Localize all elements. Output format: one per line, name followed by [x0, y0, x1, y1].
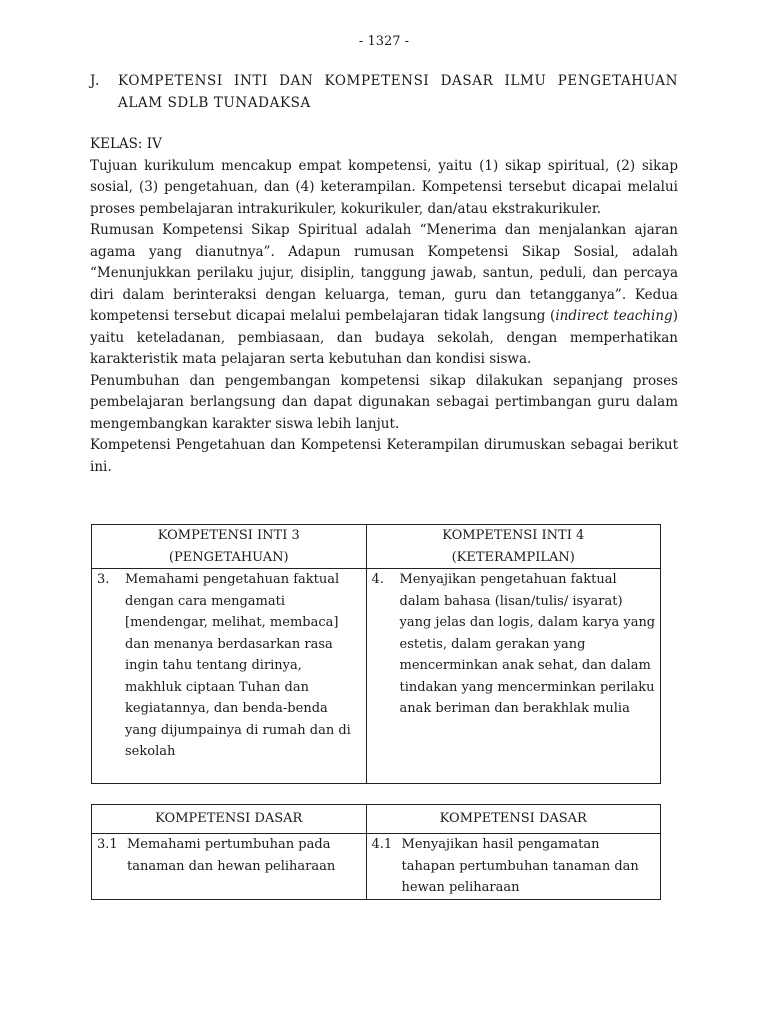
ki4-cell [366, 569, 661, 784]
paragraph-penumbuhan: Penumbuhan dan pengembangan kompetensi sikap dilakukan sepanjang proses pembelajaran berlangsung dan dapat digunakan sebagai pertimbangan guru dalam mengembangkan karakter siswa lebih lanjut. [90, 372, 678, 432]
body-text [90, 134, 678, 478]
ki4-header-line1: KOMPETENSI INTI 4 [442, 528, 585, 543]
paragraph-rumusan-italic: indirect teaching [555, 308, 673, 324]
kompetensi-inti-table [91, 524, 661, 784]
ki3-number: 3. [97, 572, 110, 587]
table-row [92, 569, 661, 784]
kd4-number: 4.1 [371, 837, 393, 852]
table-header-row [92, 525, 661, 569]
kd3-text: Memahami pertumbuhan pada tanaman dan hewan peliharaan [127, 837, 336, 874]
ki3-cell [92, 569, 367, 784]
kd4-cell [366, 834, 660, 900]
ki4-number: 4. [371, 572, 384, 587]
paragraph-rumusan-b: ) yaitu keteladanan, pembiasaan, dan budaya sekolah, dengan memperhatikan karakteristik mata pelajaran serta kebutuhan dan kondisi siswa. [90, 308, 678, 367]
kd3-number: 3.1 [97, 837, 118, 852]
kd3-cell [92, 834, 367, 900]
paragraph-rumusan [90, 220, 678, 371]
ki3-header [92, 525, 367, 569]
kd3-header: KOMPETENSI DASAR [92, 805, 367, 834]
table-header-row [92, 805, 661, 834]
ki4-header [366, 525, 661, 569]
paragraph-rumusan-a: Rumusan Kompetensi Sikap Spiritual adalah “Menerima dan menjalankan ajaran agama yang dianutnya”. Adapun rumusan Kompetensi Sikap Sosial, adalah “Menunjukkan perilaku jujur, disiplin, tanggung jawab, santun, peduli, dan percaya diri dalam berinteraksi dengan keluarga, teman, guru dan tetangganya”. Kedua kompetensi tersebut dicapai melalui pembelajaran tidak langsung ( [90, 222, 678, 324]
ki3-header-line1: KOMPETENSI INTI 3 [157, 528, 300, 543]
ki3-header-line2: (PENGETAHUAN) [168, 549, 289, 565]
paragraph-tujuan: Tujuan kurikulum mencakup empat kompetensi, yaitu (1) sikap spiritual, (2) sikap sosial, (3) pengetahuan, dan (4) keterampilan. Kompetensi tersebut dicapai melalui proses pembelajaran intrakurikuler, kokurikuler, dan/atau ekstrakurikuler. [90, 157, 678, 217]
ki4-header-line2: (KETERAMPILAN) [451, 549, 575, 565]
table-row [92, 834, 661, 900]
kelas-label: KELAS: IV [90, 136, 162, 152]
section-title: KOMPETENSI INTI DAN KOMPETENSI DASAR ILMU PENGETAHUAN ALAM SDLB TUNADAKSA [118, 73, 678, 111]
kompetensi-dasar-table [91, 804, 661, 900]
kd4-header: KOMPETENSI DASAR [366, 805, 660, 834]
ki4-text: Menyajikan pengetahuan faktual dalam bahasa (lisan/tulis/ isyarat) yang jelas dan logis, dalam karya yang estetis, dalam gerakan yang mencerminkan anak sehat, dan dalam tindakan yang mencerminkan perilaku anak beriman dan berakhlak mulia [399, 572, 656, 716]
ki3-text: Memahami pengetahuan faktual dengan cara mengamati [mendengar, melihat, membaca] dan menanya berdasarkan rasa ingin tahu tentang dirinya, makhluk ciptaan Tuhan dan kegiatannya, dan benda-benda yang dijumpainya di rumah dan di sekolah [125, 572, 351, 759]
paragraph-kompetensi: Kompetensi Pengetahuan dan Kompetensi Keterampilan dirumuskan sebagai berikut ini. [90, 437, 678, 475]
section-number: J. [90, 73, 100, 89]
page-number: - 1327 - [358, 34, 410, 49]
section-heading [90, 70, 678, 114]
kd4-text: Menyajikan hasil pengamatan tahapan pertumbuhan tanaman dan hewan peliharaan [401, 837, 639, 895]
